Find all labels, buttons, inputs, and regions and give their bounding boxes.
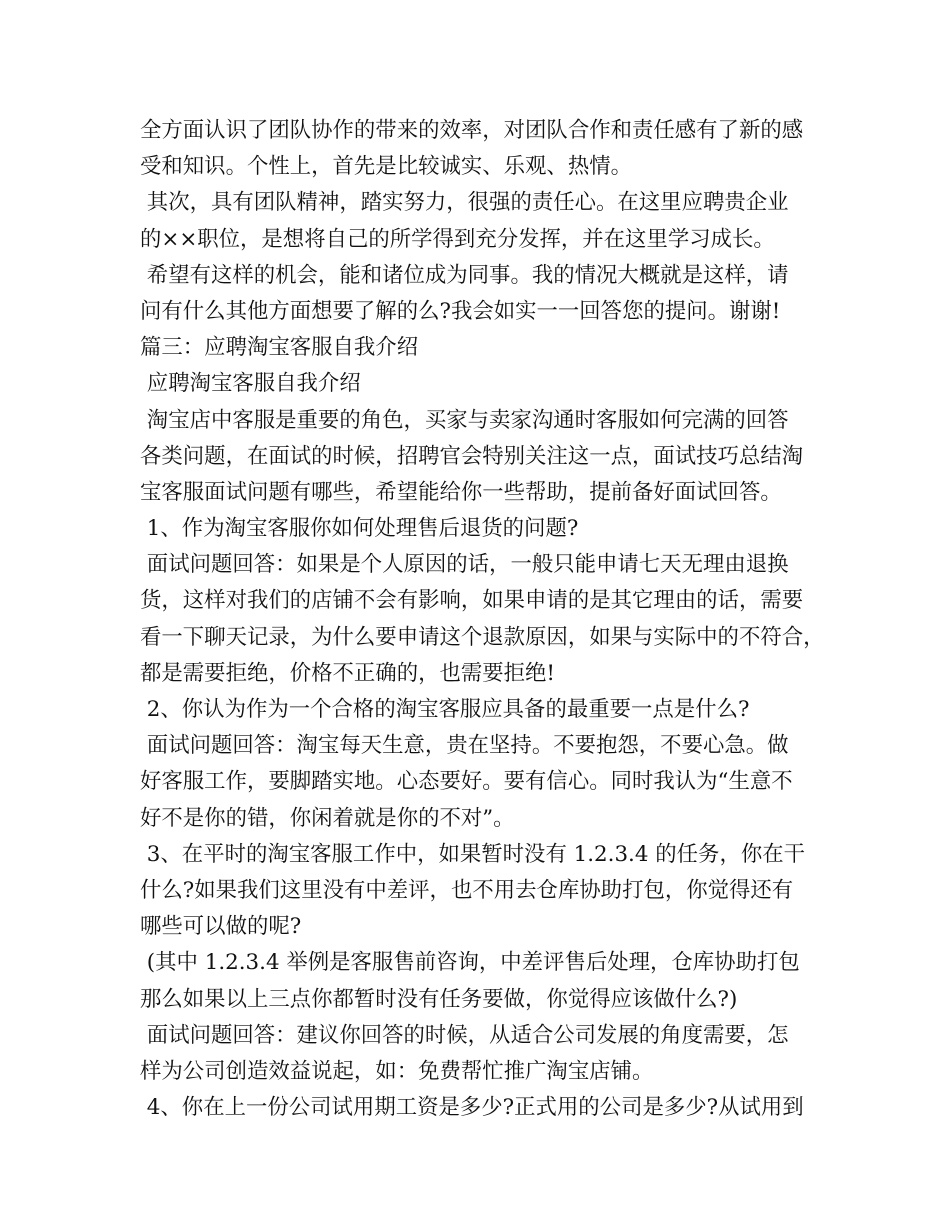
- question-line: 1、作为淘宝客服你如何处理售后退货的问题?: [140, 516, 579, 542]
- answer-line: 样为公司创造效益说起，如：免费帮忙推广淘宝店铺。: [140, 1058, 654, 1084]
- question-line: 3、在平时的淘宝客服工作中，如果暂时没有 1.2.3.4 的任务，你在干: [140, 841, 806, 867]
- text-line: 其次，具有团队精神，踏实努力，很强的责任心。在这里应聘贵企业: [140, 190, 789, 216]
- question-line: 2、你认为作为一个合格的淘宝客服应具备的最重要一点是什么?: [140, 697, 750, 722]
- text-line: 的××职位，是想将自己的所学得到充分发挥，并在这里学习成长。: [140, 226, 775, 252]
- note-line: 那么如果以上三点你都暂时没有任务要做，你觉得应该做什么?): [140, 986, 738, 1012]
- text-line: 受和知识。个性上，首先是比较诚实、乐观、热情。: [140, 154, 632, 180]
- text-line: 淘宝店中客服是重要的角色，买家与卖家沟通时客服如何完满的回答: [140, 407, 789, 433]
- section-subheading: 应聘淘宝客服自我介绍: [140, 371, 361, 397]
- question-line: 什么?如果我们这里没有中差评，也不用去仓库协助打包，你觉得还有: [140, 877, 794, 903]
- text-line: 各类问题，在面试的时候，招聘官会特别关注这一点，面试技巧总结淘: [140, 443, 804, 469]
- answer-line: 看一下聊天记录，为什么要申请这个退款原因，如果与实际中的不符合，: [140, 624, 825, 650]
- answer-line: 面试问题回答：淘宝每天生意，贵在坚持。不要抱怨，不要心急。做: [140, 733, 789, 759]
- section-heading: 篇三：应聘淘宝客服自我介绍: [140, 335, 419, 361]
- answer-line: 货，这样对我们的店铺不会有影响，如果申请的是其它理由的话，需要: [140, 588, 804, 614]
- text-line: 问有什么其他方面想要了解的么?我会如实一一回答您的提问。谢谢!: [140, 298, 781, 324]
- answer-line: 面试问题回答：如果是个人原因的话，一般只能申请七天无理由退换: [140, 552, 789, 578]
- answer-line: 都是需要拒绝，价格不正确的，也需要拒绝!: [140, 660, 556, 686]
- answer-line: 面试问题回答：建议你回答的时候，从适合公司发展的角度需要，怎: [140, 1022, 789, 1048]
- answer-line: 好不是你的错，你闲着就是你的不对”。: [140, 805, 515, 831]
- question-line: 哪些可以做的呢?: [140, 914, 302, 940]
- text-line: 宝客服面试问题有哪些，希望能给你一些帮助，提前备好面试回答。: [140, 479, 782, 505]
- note-line: (其中 1.2.3.4 举例是客服售前咨询，中差评售后处理，仓库协助打包: [140, 950, 800, 976]
- document-body: [140, 113, 825, 1126]
- answer-line: 好客服工作，要脚踏实地。心态要好。要有信心。同时我认为“生意不: [140, 769, 793, 795]
- text-line: 全方面认识了团队协作的带来的效率，对团队合作和责任感有了新的感: [140, 118, 804, 143]
- question-line: 4、你在上一份公司试用期工资是多少?正式用的公司是多少?从试用到: [140, 1095, 804, 1121]
- text-line: 希望有这样的机会，能和诸位成为同事。我的情况大概就是这样，请: [140, 262, 789, 288]
